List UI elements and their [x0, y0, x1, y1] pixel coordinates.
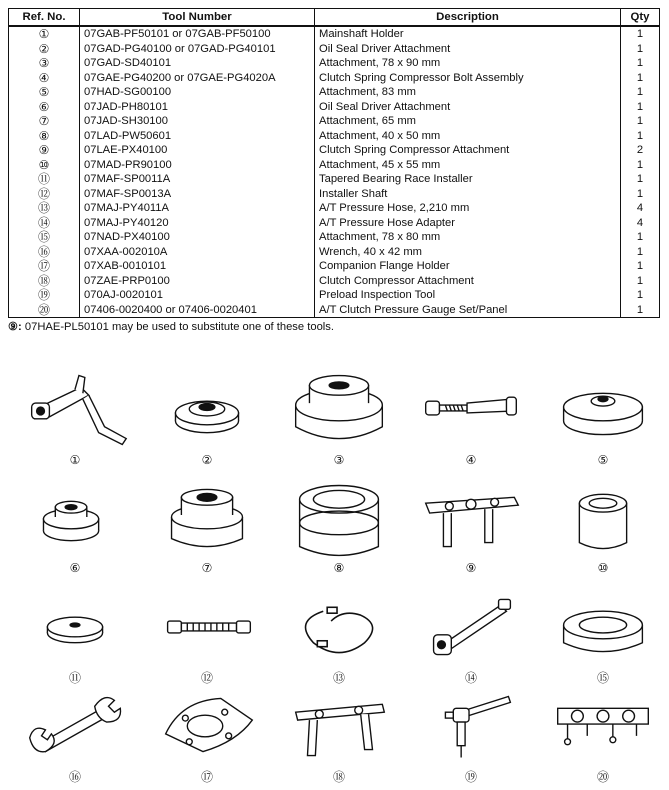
gauge-panel-icon: [538, 680, 668, 770]
tool-number-cell: 07JAD-SH30100: [80, 114, 315, 129]
figure-caption: ⑤: [597, 453, 609, 467]
description-cell: Tapered Bearing Race Installer: [315, 172, 621, 187]
attachment-cup-icon: [274, 473, 404, 563]
tool-figure: [142, 473, 272, 581]
description-cell: A/T Pressure Hose, 2,210 mm: [315, 201, 621, 216]
figure-caption: ⑮: [596, 671, 609, 685]
qty-cell: 1: [621, 26, 660, 42]
qty-cell: 1: [621, 230, 660, 245]
qty-cell: 1: [621, 245, 660, 260]
header-ref-no: Ref. No.: [9, 9, 80, 27]
figure-caption: ⑪: [68, 671, 81, 685]
tool-figure: [406, 473, 536, 581]
figure-caption: ⑱: [332, 770, 345, 784]
tool-figure: [10, 680, 140, 788]
table-row: [9, 42, 660, 57]
race-installer-icon: [10, 581, 140, 671]
tool-number-cell: 07GAD-PG40100 or 07GAD-PG40101: [80, 42, 315, 57]
header-qty: Qty: [621, 9, 660, 27]
tool-number-cell: 07NAD-PX40100: [80, 230, 315, 245]
substitution-note: [8, 320, 334, 333]
tool-figure: [142, 365, 272, 473]
qty-cell: 1: [621, 288, 660, 303]
ref-cell: ⑬: [9, 201, 80, 216]
attachment-sleeve-icon: [538, 473, 668, 563]
description-cell: Companion Flange Holder: [315, 259, 621, 274]
tool-figure: [406, 581, 536, 689]
note-ref: ⑨:: [8, 321, 22, 333]
figure-caption: ⑲: [464, 770, 477, 784]
ref-cell: ⑫: [9, 187, 80, 202]
description-cell: Attachment, 83 mm: [315, 85, 621, 100]
figure-caption: ⑨: [465, 561, 477, 575]
tool-figure: [538, 581, 668, 689]
ref-cell: ⑯: [9, 245, 80, 260]
ref-cell: ⑳: [9, 303, 80, 318]
tool-illustrations: [0, 355, 669, 790]
figure-caption: ⑰: [200, 770, 213, 784]
description-cell: Attachment, 78 x 80 mm: [315, 230, 621, 245]
flange-holder-icon: [142, 680, 272, 770]
ref-cell: ⑰: [9, 259, 80, 274]
ref-cell: ⑱: [9, 274, 80, 289]
tool-number-cell: 07MAJ-PY4011A: [80, 201, 315, 216]
description-cell: Attachment, 78 x 90 mm: [315, 56, 621, 71]
tool-figure: [142, 680, 272, 788]
qty-cell: 1: [621, 187, 660, 202]
tool-figure: [10, 473, 140, 581]
description-cell: A/T Pressure Hose Adapter: [315, 216, 621, 231]
ref-cell: ⑮: [9, 230, 80, 245]
ref-cell: ⑲: [9, 288, 80, 303]
figure-caption: ④: [465, 453, 477, 467]
figure-caption: ⑫: [200, 671, 213, 685]
tool-number-cell: 07JAD-PH80101: [80, 100, 315, 115]
tool-figure: [10, 365, 140, 473]
description-cell: Clutch Spring Compressor Attachment: [315, 143, 621, 158]
description-cell: Clutch Spring Compressor Bolt Assembly: [315, 71, 621, 86]
ref-cell: ①: [9, 26, 80, 42]
qty-cell: 1: [621, 259, 660, 274]
ref-cell: ⑨: [9, 143, 80, 158]
description-cell: Wrench, 40 x 42 mm: [315, 245, 621, 260]
tool-number-cell: 07GAD-SD40101: [80, 56, 315, 71]
preload-tool-icon: [406, 680, 536, 770]
hose-adapter-icon: [406, 581, 536, 671]
qty-cell: 2: [621, 143, 660, 158]
compressor-attachment-icon: [406, 473, 536, 563]
note-text: 07HAE-PL50101 may be used to substitute one of these tools.: [21, 321, 334, 333]
tool-number-cell: 07MAF-SP0011A: [80, 172, 315, 187]
attachment-65-icon: [142, 473, 272, 563]
figure-caption: ⑳: [596, 770, 609, 784]
table-row: [9, 56, 660, 71]
qty-cell: 1: [621, 158, 660, 173]
ref-cell: ⑧: [9, 129, 80, 144]
attachment-disc-icon: [538, 365, 668, 455]
attachment-78-icon: [538, 581, 668, 671]
qty-cell: 1: [621, 114, 660, 129]
tool-figure: [406, 365, 536, 473]
tool-number-cell: 07LAE-PX40100: [80, 143, 315, 158]
clutch-compressor-icon: [274, 680, 404, 770]
tool-number-cell: 07GAB-PF50101 or 07GAB-PF50100: [80, 26, 315, 42]
tool-number-cell: 07MAJ-PY40120: [80, 216, 315, 231]
ref-cell: ⑤: [9, 85, 80, 100]
table-row: [9, 187, 660, 202]
tool-figure: [142, 581, 272, 689]
table-row: [9, 143, 660, 158]
table-row: [9, 303, 660, 318]
ref-cell: ⑩: [9, 158, 80, 173]
attachment-large-icon: [274, 365, 404, 455]
table-row: [9, 114, 660, 129]
tool-figure: [274, 680, 404, 788]
table-row: [9, 71, 660, 86]
figure-caption: ①: [69, 453, 81, 467]
tool-number-cell: 07HAD-SG00100: [80, 85, 315, 100]
qty-cell: 1: [621, 172, 660, 187]
special-tools-table: [8, 8, 660, 318]
qty-cell: 1: [621, 100, 660, 115]
qty-cell: 4: [621, 201, 660, 216]
table-row: [9, 274, 660, 289]
table-row: [9, 288, 660, 303]
description-cell: Mainshaft Holder: [315, 26, 621, 42]
ref-cell: ④: [9, 71, 80, 86]
description-cell: Attachment, 40 x 50 mm: [315, 129, 621, 144]
table-header-row: [9, 9, 660, 27]
tool-figure: [274, 365, 404, 473]
tool-figure: [538, 473, 668, 581]
table-row: [9, 100, 660, 115]
qty-cell: 4: [621, 216, 660, 231]
tool-number-cell: 07LAD-PW50601: [80, 129, 315, 144]
tool-number-cell: 07GAE-PG40200 or 07GAE-PG4020A: [80, 71, 315, 86]
oil-seal-driver-icon: [142, 365, 272, 455]
qty-cell: 1: [621, 274, 660, 289]
table-row: [9, 158, 660, 173]
qty-cell: 1: [621, 85, 660, 100]
tool-figure: [538, 365, 668, 473]
description-cell: Clutch Compressor Attachment: [315, 274, 621, 289]
tool-figure: [406, 680, 536, 788]
tool-number-cell: 07MAF-SP0013A: [80, 187, 315, 202]
header-description: Description: [315, 9, 621, 27]
description-cell: Oil Seal Driver Attachment: [315, 100, 621, 115]
installer-shaft-icon: [142, 581, 272, 671]
description-cell: Attachment, 65 mm: [315, 114, 621, 129]
tool-number-cell: 07XAA-002010A: [80, 245, 315, 260]
tool-figure: [274, 473, 404, 581]
ref-cell: ⑪: [9, 172, 80, 187]
ref-cell: ②: [9, 42, 80, 57]
ref-cell: ⑦: [9, 114, 80, 129]
qty-cell: 1: [621, 71, 660, 86]
wrench-icon: [10, 680, 140, 770]
tool-figure: [10, 581, 140, 689]
table-row: [9, 259, 660, 274]
figure-caption: ⑦: [201, 561, 213, 575]
ref-cell: ③: [9, 56, 80, 71]
table-row: [9, 216, 660, 231]
figure-caption: ⑩: [597, 561, 609, 575]
ref-cell: ⑥: [9, 100, 80, 115]
table-row: [9, 230, 660, 245]
tool-figure: [274, 581, 404, 689]
figure-caption: ⑧: [333, 561, 345, 575]
table-row: [9, 201, 660, 216]
table-row: [9, 129, 660, 144]
header-tool-number: Tool Number: [80, 9, 315, 27]
figure-caption: ⑥: [69, 561, 81, 575]
table-row: [9, 245, 660, 260]
tool-number-cell: 070AJ-0020101: [80, 288, 315, 303]
tool-number-cell: 07ZAE-PRP0100: [80, 274, 315, 289]
tool-figure: [538, 680, 668, 788]
description-cell: Oil Seal Driver Attachment: [315, 42, 621, 57]
qty-cell: 1: [621, 129, 660, 144]
description-cell: A/T Clutch Pressure Gauge Set/Panel: [315, 303, 621, 318]
qty-cell: 1: [621, 42, 660, 57]
tool-number-cell: 07406-0020400 or 07406-0020401: [80, 303, 315, 318]
figure-caption: ⑭: [464, 671, 477, 685]
ref-cell: ⑭: [9, 216, 80, 231]
oil-seal-driver-small-icon: [10, 473, 140, 563]
table-row: [9, 26, 660, 42]
figure-caption: ⑯: [68, 770, 81, 784]
description-cell: Attachment, 45 x 55 mm: [315, 158, 621, 173]
tool-number-cell: 07XAB-0010101: [80, 259, 315, 274]
tool-number-cell: 07MAD-PR90100: [80, 158, 315, 173]
qty-cell: 1: [621, 303, 660, 318]
description-cell: Preload Inspection Tool: [315, 288, 621, 303]
table-row: [9, 172, 660, 187]
qty-cell: 1: [621, 56, 660, 71]
table-row: [9, 85, 660, 100]
figure-caption: ②: [201, 453, 213, 467]
figure-caption: ⑬: [332, 671, 345, 685]
pressure-hose-icon: [274, 581, 404, 671]
bolt-assembly-icon: [406, 365, 536, 455]
mainshaft-holder-icon: [10, 365, 140, 455]
description-cell: Installer Shaft: [315, 187, 621, 202]
figure-caption: ③: [333, 453, 345, 467]
